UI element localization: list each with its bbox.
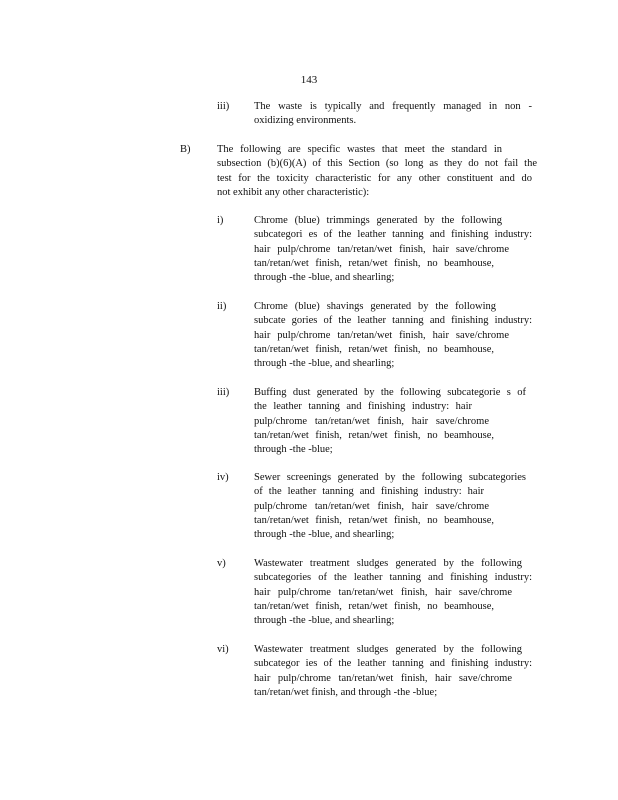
text-line: subcate gories of the leather tanning and finishing industry: [254, 315, 532, 327]
text-line: pulp/chrome tan/retan/wet finish, hair save/chrome [254, 415, 489, 427]
text-line: through -the -blue; [254, 444, 333, 456]
text-line: The following are specific wastes that meet the standard in [217, 144, 502, 155]
text-line: tan/retan/wet finish, retan/wet finish, no beamhouse, [254, 514, 494, 526]
text-line: oxidizing environments. [254, 115, 357, 127]
text-line: subcategor ies of the leather tanning and finishing industry: [254, 658, 532, 670]
text-line: tan/retan/wet finish, retan/wet finish, no beamhouse, [254, 429, 494, 441]
text-line: Chrome (blue) shavings generated by the following [254, 301, 496, 312]
list-item-marker: vi) [217, 644, 229, 655]
text-line: Sewer screenings generated by the following subcategories [254, 472, 526, 483]
text-line: Wastewater treatment sludges generated by the following [254, 644, 522, 655]
text-line: tan/retan/wet finish, retan/wet finish, no beamhouse, [254, 257, 494, 269]
list-item-text [254, 643, 532, 700]
list-item-marker: v) [217, 558, 226, 569]
list-item-text [254, 100, 532, 129]
list-item-text [254, 557, 532, 628]
list-item-marker: iii) [217, 387, 230, 398]
text-line: hair pulp/chrome tan/retan/wet finish, hair save/chrome [254, 243, 509, 255]
text-line: of the leather tanning and finishing industry: hair [254, 486, 484, 498]
list-item-marker: iii) [217, 101, 230, 112]
page-number: 143 [300, 74, 318, 86]
text-line: through -the -blue, and shearling; [254, 529, 395, 541]
text-line: subcategories of the leather tanning and finishing industry: [254, 572, 532, 584]
text-line: The waste is typically and frequently managed in non - [254, 101, 532, 112]
text-line: subcategori es of the leather tanning and finishing industry: [254, 229, 532, 241]
text-line: Chrome (blue) trimmings generated by the following [254, 215, 502, 226]
text-line: tan/retan/wet finish, and through -the -blue; [254, 686, 438, 698]
text-line: hair pulp/chrome tan/retan/wet finish, hair save/chrome [254, 329, 509, 341]
text-line: pulp/chrome tan/retan/wet finish, hair save/chrome [254, 500, 489, 512]
text-line: not exhibit any other characteristic): [217, 186, 370, 198]
text-line: through -the -blue, and shearling; [254, 358, 395, 370]
list-item-marker: i) [217, 215, 224, 226]
list-item-text [254, 214, 532, 285]
text-line: through -the -blue, and shearling; [254, 272, 395, 284]
list-item-marker: ii) [217, 301, 227, 312]
list-item-text [254, 300, 532, 371]
list-item-marker: B) [180, 144, 191, 155]
text-line: Buffing dust generated by the following subcategorie s of [254, 387, 526, 398]
text-line: tan/retan/wet finish, retan/wet finish, no beamhouse, [254, 600, 494, 612]
list-item-text [217, 143, 537, 200]
text-line: through -the -blue, and shearling; [254, 615, 395, 627]
list-item-text [254, 386, 532, 457]
text-line: hair pulp/chrome tan/retan/wet finish, hair save/chrome [254, 586, 512, 598]
text-line: subsection (b)(6)(A) of this Section (so long as they do not fail the [217, 158, 537, 170]
text-line: test for the toxicity characteristic for any other constituent and do [217, 172, 532, 184]
text-line: tan/retan/wet finish, retan/wet finish, no beamhouse, [254, 343, 494, 355]
text-line: Wastewater treatment sludges generated by the following [254, 558, 522, 569]
list-item-text [254, 471, 532, 542]
text-line: the leather tanning and finishing industry: hair [254, 401, 472, 413]
list-item-marker: iv) [217, 472, 229, 483]
text-line: hair pulp/chrome tan/retan/wet finish, hair save/chrome [254, 672, 512, 684]
